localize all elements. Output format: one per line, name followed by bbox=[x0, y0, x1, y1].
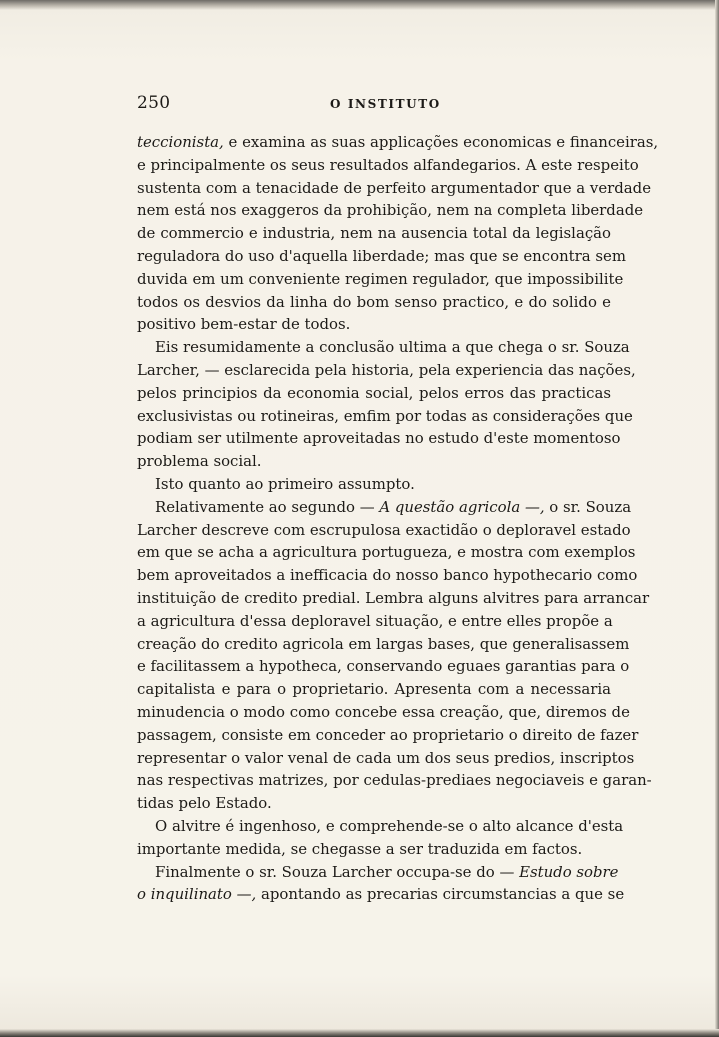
text-line: e principalmente os seus resultados alfandegarios. A este respeito bbox=[137, 155, 639, 174]
text-line: O alvitre é ingenhoso, e comprehende-se o alto alcance d'esta bbox=[155, 816, 624, 835]
text-line: nas respectivas matrizes, por cedulas-prediaes negociaveis e garan- bbox=[137, 771, 652, 790]
text-line: teccionista, e examina as suas applicações economicas e financeiras, bbox=[137, 133, 659, 151]
text-line: Isto quanto ao primeiro assumpto. bbox=[155, 474, 415, 493]
text-line: capitalista e para o proprietario. Apresenta com a necessaria bbox=[137, 680, 611, 699]
text-line: tidas pelo Estado. bbox=[137, 794, 272, 813]
scan-bottom-edge bbox=[0, 1029, 719, 1037]
text-line: representar o valor venal de cada um dos seus predios, inscriptos bbox=[137, 748, 635, 767]
running-title: O INSTITUTO bbox=[330, 97, 441, 111]
text-line: positivo bem-estar de todos. bbox=[137, 315, 351, 334]
text-line: nem está nos exaggeros da prohibição, nem na completa liberdade bbox=[137, 201, 644, 220]
text-line: em que se acha a agricultura portugueza, e mostra com exemplos bbox=[137, 543, 636, 562]
text-line: importante medida, se chegasse a ser traduzida em factos. bbox=[137, 839, 583, 858]
page-number: 250 bbox=[137, 93, 171, 113]
text-line: todos os desvios da linha do bom senso practico, e do solido e bbox=[137, 292, 611, 311]
text-line: creação do credito agricola em largas bases, que generalisassem bbox=[137, 634, 630, 653]
running-head bbox=[137, 93, 611, 119]
text-line: Larcher descreve com escrupulosa exactidão o deploravel estado bbox=[137, 520, 631, 539]
text-line: a agricultura d'essa deploravel situação, e entre elles propõe a bbox=[137, 611, 613, 630]
text-line: Finalmente o sr. Souza Larcher occupa-se do — Estudo sobre bbox=[155, 862, 619, 881]
text-line: Relativamente ao segundo — A questão agricola —, o sr. Souza bbox=[155, 497, 632, 516]
text-line: passagem, consiste em conceder ao proprietario o direito de fazer bbox=[137, 725, 639, 744]
text-line: reguladora do uso d'aquella liberdade; mas que se encontra sem bbox=[137, 246, 626, 265]
text-line: duvida em um conveniente regimen regulador, que impossibilite bbox=[137, 269, 624, 288]
scan-top-edge bbox=[0, 0, 719, 10]
text-line: problema social. bbox=[137, 452, 262, 471]
text-line: podiam ser utilmente aproveitadas no estudo d'este momentoso bbox=[137, 429, 621, 448]
text-line: o inquilinato —, apontando as precarias circumstancias a que se bbox=[137, 885, 625, 904]
body-text bbox=[137, 131, 659, 906]
text-line: Eis resumidamente a conclusão ultima a que chega o sr. Souza bbox=[155, 338, 630, 357]
text-line: instituição de credito predial. Lembra alguns alvitres para arrancar bbox=[137, 588, 650, 607]
text-line: bem aproveitados a inefficacia do nosso banco hypothecario como bbox=[137, 566, 638, 585]
text-line: e facilitassem a hypotheca, conservando eguaes garantias para o bbox=[137, 657, 630, 676]
text-line: de commercio e industria, nem na ausencia total da legislação bbox=[137, 224, 611, 243]
text-line: sustenta com a tenacidade de perfeito argumentador que a verdade bbox=[137, 178, 652, 197]
text-line: minudencia o modo como concebe essa creação, que, diremos de bbox=[137, 702, 630, 721]
text-line: Larcher, — esclarecida pela historia, pela experiencia das nações, bbox=[137, 360, 636, 379]
scan-right-edge bbox=[715, 0, 719, 1037]
text-line: exclusivistas ou rotineiras, emfim por todas as considerações que bbox=[137, 406, 633, 425]
text-line: pelos principios da economia social, pelos erros das practicas bbox=[137, 383, 611, 402]
